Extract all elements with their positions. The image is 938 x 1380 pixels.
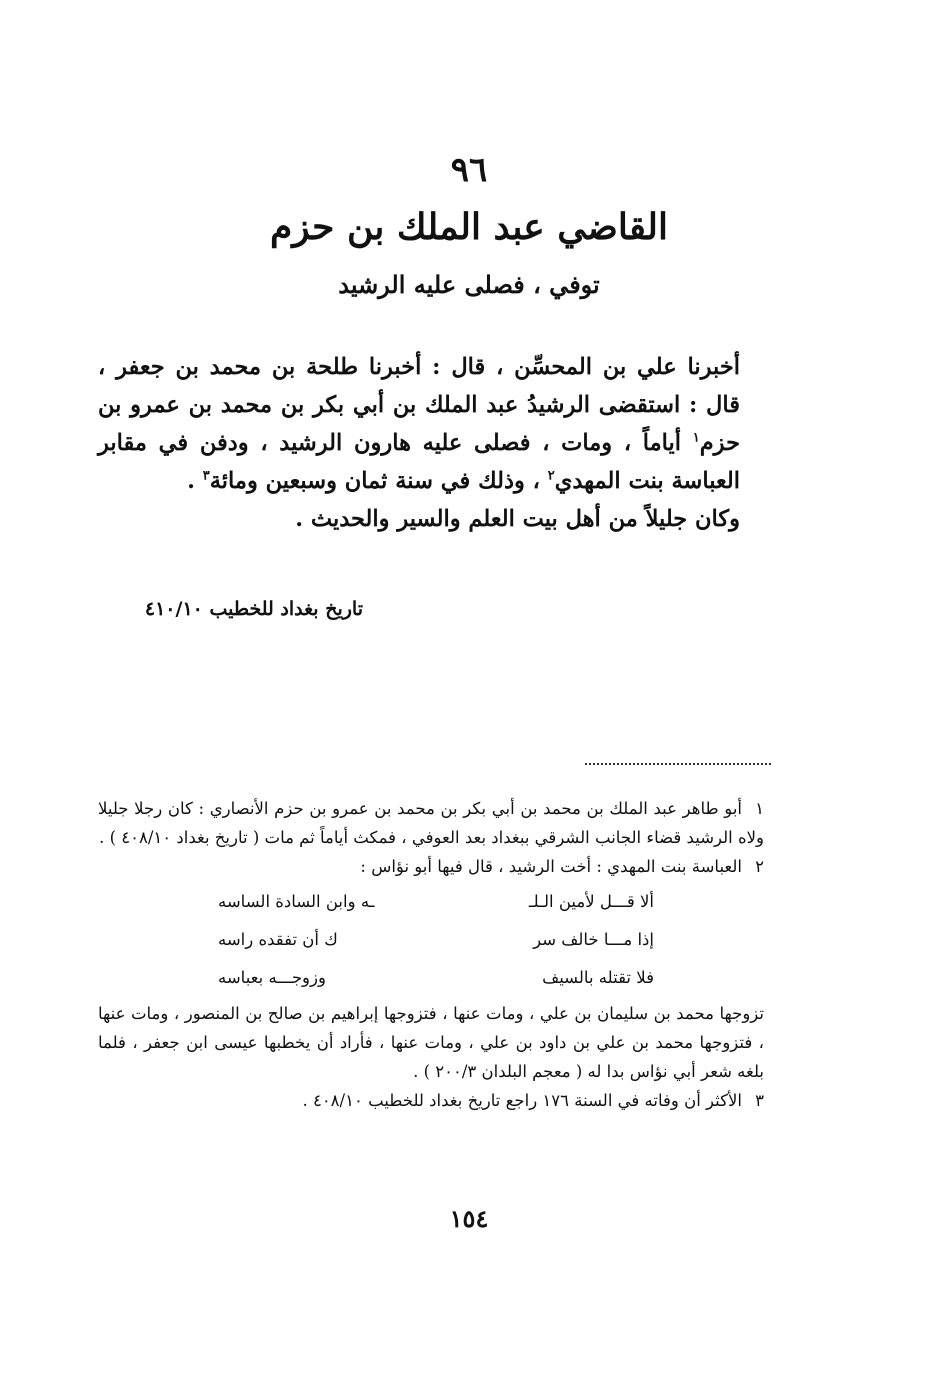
paragraph-1-part-d: . [187,468,203,494]
footnote-divider [585,763,771,765]
entry-title: القاضي عبد الملك بن حزم [270,206,668,248]
poem-verse [218,883,654,921]
footnote-1-number: ١ [755,799,764,818]
footnote-ref-1: ١ [692,430,700,446]
entry-number: ٩٦ [450,150,488,190]
paragraph-1-part-b: أياماً ، ومات ، فصلى عليه هارون الرشيد ، ودفن في مقابر العباسة بنت المهدي [98,430,740,494]
footnote-ref-3: ٣ [202,468,210,484]
footnote-1 [98,794,764,852]
footnote-1-text: أبو طاهر عبد الملك بن محمد بن أبي بكر بن محمد بن عمرو بن حزم الأنصاري : كان رجلا جليلا ولاه الرشيد قضاء الجانب الشرقي ببغداد بعد العوفي ، فمكث أياماً ثم مات ( تاريخ بغداد ٤٠٨/١٠ ) . [98,799,764,847]
verse-second-hemistich: وزوجـــه بعباسه [218,968,326,987]
footnote-ref-2: ٢ [547,468,555,484]
main-text [98,348,740,538]
page-number: ١٥٤ [449,1204,489,1233]
source-citation: تاريخ بغداد للخطيب ٤١٠/١٠ [144,598,363,620]
footnote-3-text: الأكثر أن وفاته في السنة ١٧٦ راجع تاريخ بغداد للخطيب ٤٠٨/١٠ . [302,1091,742,1110]
poem [98,883,764,997]
paragraph-1-part-a: أخبرنا علي بن المحسِّن ، قال : أخبرنا طلحة بن محمد بن جعفر ، قال : استقضى الرشيدُ عبد الملك بن أبي بكر بن محمد بن عمرو بن حزم [98,354,740,456]
verse-first-hemistich: إذا مـــا خالف سر [533,930,654,949]
footnote-2-continuation: تزوجها محمد بن سليمان بن علي ، ومات عنها ، فتزوجها إبراهيم بن صالح بن المنصور ، ومات عنها ، فتزوجها محمد بن علي بن داود بن علي ، ومات عنها ، فأراد أن يخطبها عيسى ابن جعفر ، فلما بلغه شعر أبي نؤاس بدا له ( معجم البلدان ٢٠٠/٣ ) . [98,1004,764,1081]
footnote-3 [98,1086,764,1115]
footnotes [98,794,764,1115]
verse-first-hemistich: فلا تقتله بالسيف [542,968,654,987]
poem-verse [218,921,654,959]
verse-second-hemistich: ـه وابن السادة الساسه [218,892,375,911]
footnote-2-number: ٢ [755,857,764,876]
paragraph-1 [98,348,740,500]
footnote-2-intro: العباسة بنت المهدي : أخت الرشيد ، قال فيها أبو نؤاس : [360,857,742,876]
verse-second-hemistich: ك أن تفقده راسه [218,930,338,949]
entry-subtitle: توفي ، فصلى عليه الرشيد [338,270,600,299]
paragraph-2: وكان جليلاً من أهل بيت العلم والسير والحديث . [295,506,740,532]
footnote-3-number: ٣ [755,1091,764,1110]
paragraph-1-part-c: ، وذلك في سنة ثمان وسبعين ومائة [209,468,548,494]
footnote-2 [98,852,764,881]
poem-verse [218,959,654,997]
verse-first-hemistich: ألا قـــل لأمين الـلـ [528,892,654,911]
